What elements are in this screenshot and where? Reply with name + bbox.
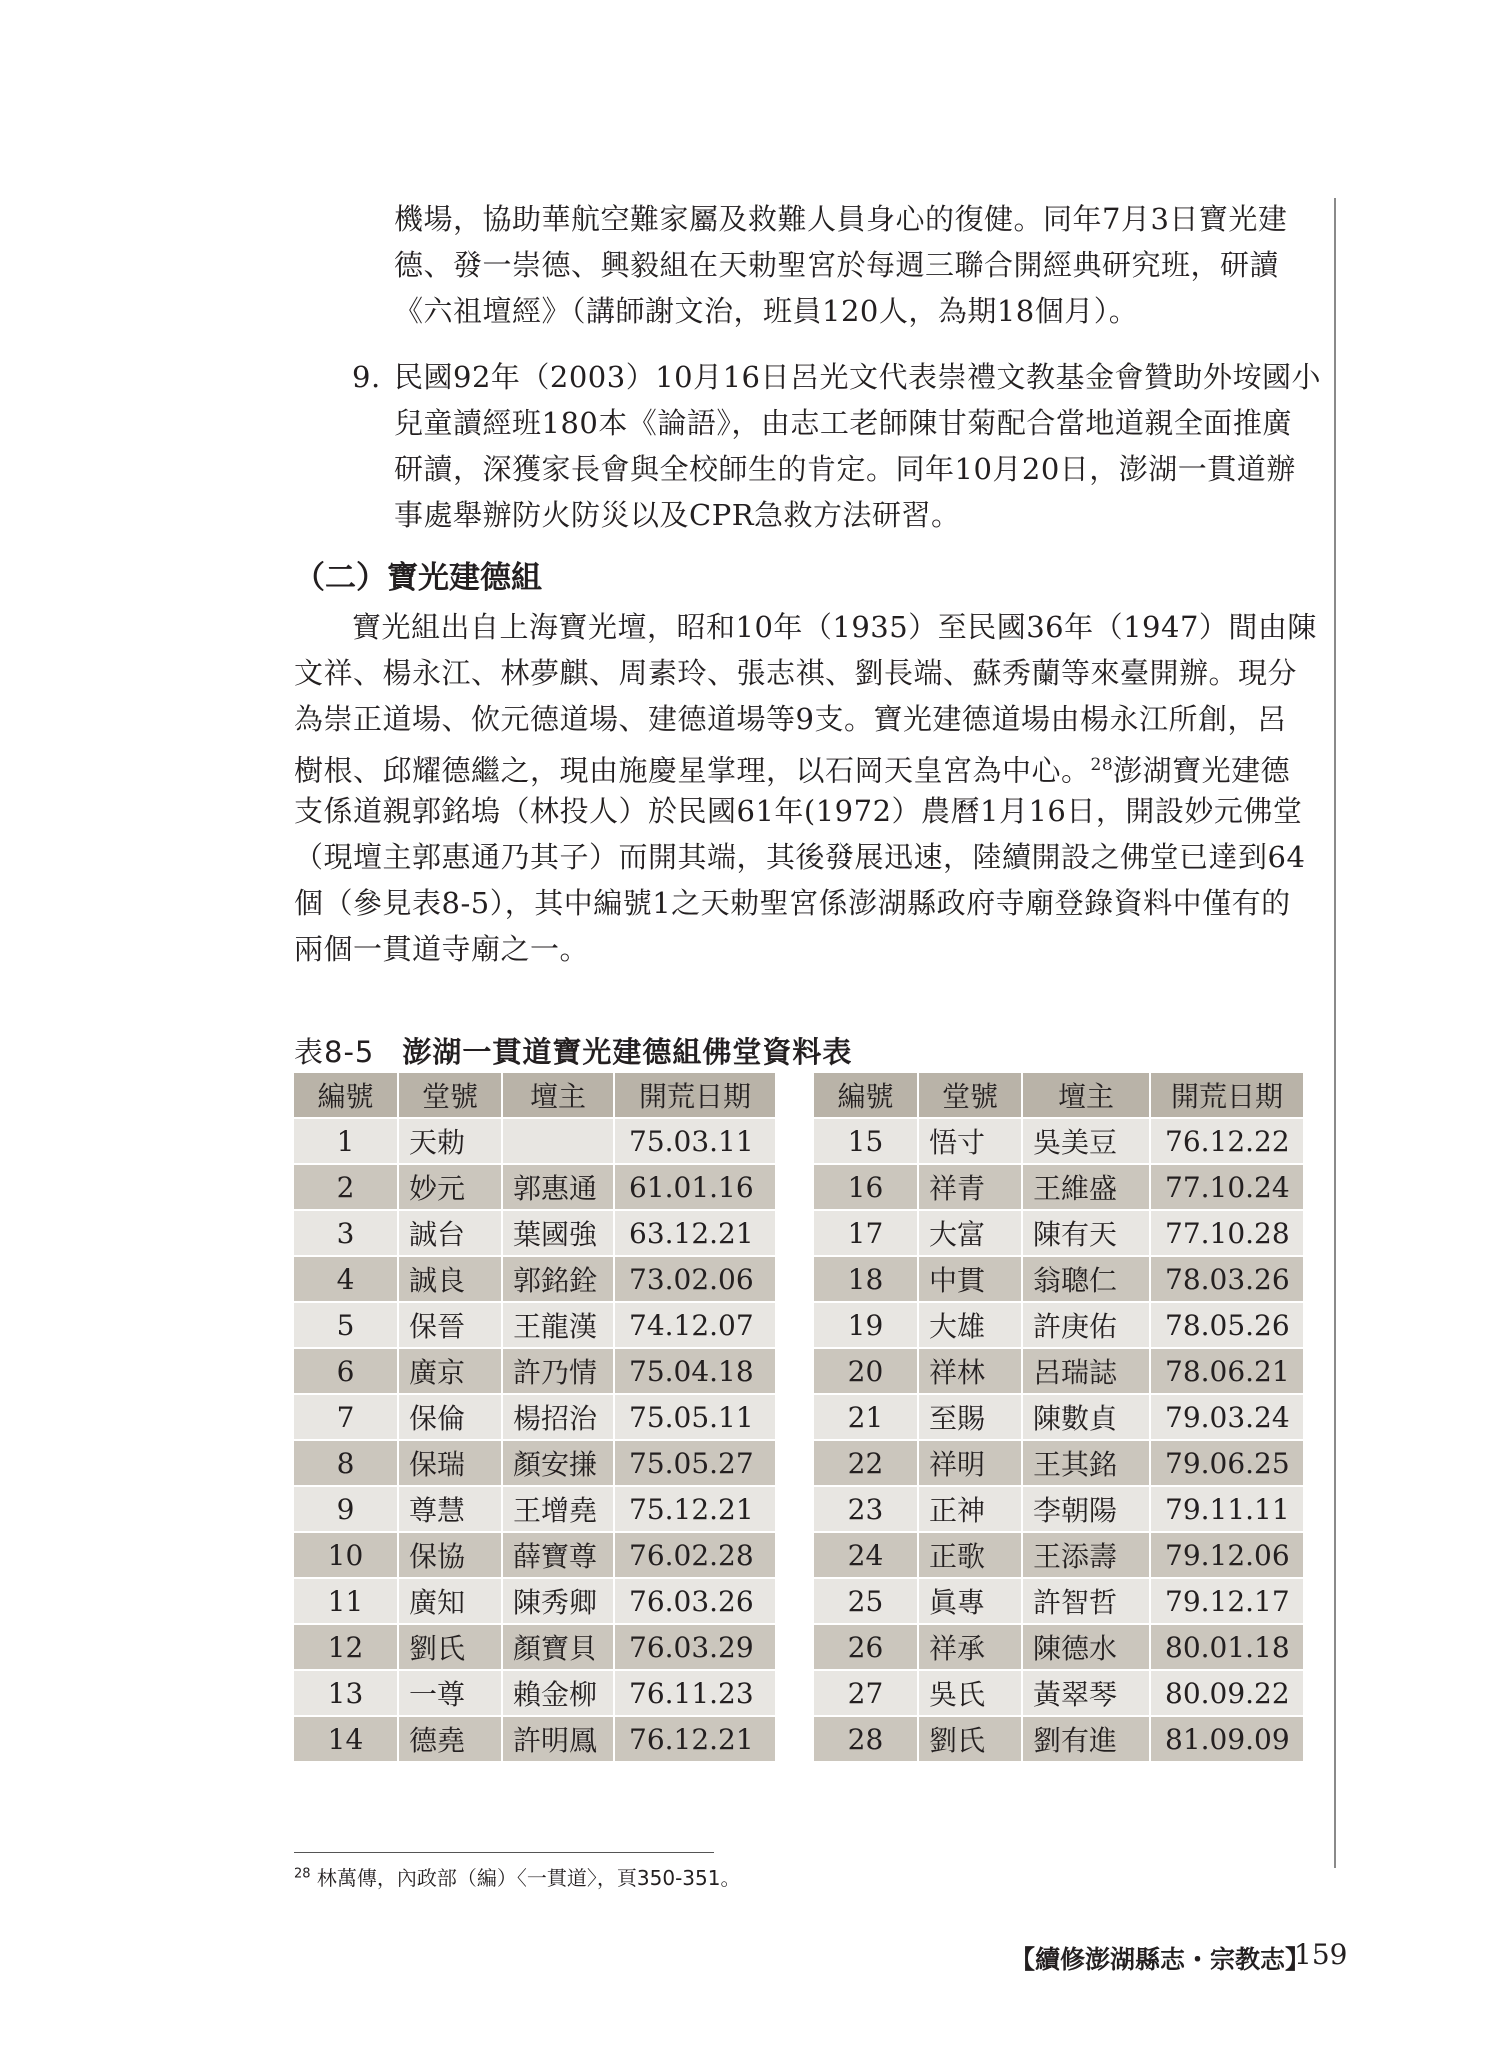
row-number: 3 (294, 1210, 398, 1256)
founding-date: 61.01.16 (614, 1164, 776, 1210)
temple-table-right (814, 1073, 1305, 1763)
founding-date: 81.09.09 (1150, 1716, 1304, 1762)
column-header: 編號 (294, 1073, 398, 1118)
column-header: 堂號 (918, 1073, 1022, 1118)
table-row (294, 1532, 776, 1578)
altar-master: 許庚佑 (1022, 1302, 1150, 1348)
row-number: 14 (294, 1716, 398, 1762)
table-row (294, 1670, 776, 1716)
column-header: 編號 (814, 1073, 918, 1118)
altar-master: 許明鳳 (502, 1716, 614, 1762)
row-number: 2 (294, 1164, 398, 1210)
table-row (814, 1532, 1304, 1578)
row-number: 13 (294, 1670, 398, 1716)
table-row (294, 1716, 776, 1762)
text-line: 支係道親郭銘塢（林投人）於民國61年(1972）農曆1月16日，開設妙元佛堂 (294, 794, 1303, 828)
table-row (294, 1348, 776, 1394)
table-row (814, 1256, 1304, 1302)
altar-master: 王添壽 (1022, 1532, 1150, 1578)
founding-date: 75.05.27 (614, 1440, 776, 1486)
row-number: 19 (814, 1302, 918, 1348)
founding-date: 77.10.28 (1150, 1210, 1304, 1256)
row-number: 15 (814, 1118, 918, 1164)
hall-name: 吳氏 (918, 1670, 1022, 1716)
table-header-row (814, 1073, 1304, 1118)
margin-rule (1334, 198, 1336, 1868)
altar-master: 陳有天 (1022, 1210, 1150, 1256)
table-row (294, 1164, 776, 1210)
altar-master: 李朝陽 (1022, 1486, 1150, 1532)
column-header: 堂號 (398, 1073, 502, 1118)
table-row (814, 1210, 1304, 1256)
altar-master: 郭惠通 (502, 1164, 614, 1210)
row-number: 21 (814, 1394, 918, 1440)
founding-date: 80.01.18 (1150, 1624, 1304, 1670)
row-number: 10 (294, 1532, 398, 1578)
column-header: 開荒日期 (1150, 1073, 1304, 1118)
altar-master: 王其銘 (1022, 1440, 1150, 1486)
top-margin (0, 0, 1500, 52)
footnote-text: 林萬傳，內政部（編）〈一貫道〉，頁350-351。 (316, 1866, 741, 1890)
founding-date: 78.05.26 (1150, 1302, 1304, 1348)
row-number: 4 (294, 1256, 398, 1302)
table-row (814, 1624, 1304, 1670)
column-header: 開荒日期 (614, 1073, 776, 1118)
founding-date: 78.03.26 (1150, 1256, 1304, 1302)
founding-date: 79.12.17 (1150, 1578, 1304, 1624)
altar-master: 許智哲 (1022, 1578, 1150, 1624)
table-row (814, 1302, 1304, 1348)
table-row (294, 1302, 776, 1348)
altar-master: 王增堯 (502, 1486, 614, 1532)
altar-master: 楊招治 (502, 1394, 614, 1440)
founding-date: 79.11.11 (1150, 1486, 1304, 1532)
table-row (294, 1440, 776, 1486)
hall-name: 保協 (398, 1532, 502, 1578)
founding-date: 79.06.25 (1150, 1440, 1304, 1486)
hall-name: 祥林 (918, 1348, 1022, 1394)
table-header-row (294, 1073, 776, 1118)
text-run: 澎湖寶光建德 (1113, 753, 1291, 788)
altar-master: 葉國強 (502, 1210, 614, 1256)
hall-name: 至賜 (918, 1394, 1022, 1440)
table-row (814, 1348, 1304, 1394)
founding-date: 80.09.22 (1150, 1670, 1304, 1716)
temple-table-left (294, 1073, 777, 1763)
text-line: 民國92年（2003）10月16日呂光文代表崇禮文教基金會贊助外垵國小 (394, 360, 1322, 394)
table-title: 澎湖一貫道寶光建德組佛堂資料表 (402, 1035, 853, 1069)
row-number: 28 (814, 1716, 918, 1762)
hall-name: 大雄 (918, 1302, 1022, 1348)
paragraph-continuation (394, 196, 1287, 334)
table-row (294, 1118, 776, 1164)
altar-master: 陳數貞 (1022, 1394, 1150, 1440)
hall-name: 天勅 (398, 1118, 502, 1164)
hall-name: 祥青 (918, 1164, 1022, 1210)
hall-name: 劉氏 (918, 1716, 1022, 1762)
table-row (814, 1670, 1304, 1716)
hall-name: 廣京 (398, 1348, 502, 1394)
row-number: 12 (294, 1624, 398, 1670)
table-row (294, 1210, 776, 1256)
footnote (294, 1862, 740, 1891)
altar-master: 陳秀卿 (502, 1578, 614, 1624)
altar-master: 顏寶貝 (502, 1624, 614, 1670)
row-number: 9 (294, 1486, 398, 1532)
table-row (294, 1578, 776, 1624)
list-item-9 (394, 354, 1321, 538)
row-number: 22 (814, 1440, 918, 1486)
row-number: 24 (814, 1532, 918, 1578)
text-line: 文祥、楊永江、林夢麒、周素玲、張志祺、劉長端、蘇秀蘭等來臺開辦。現分 (294, 656, 1298, 690)
text-line: 《六祖壇經》（講師謝文治，班員120人，為期18個月）。 (394, 294, 1139, 328)
founding-date: 79.12.06 (1150, 1532, 1304, 1578)
text-line: 個（參見表8-5），其中編號1之天勅聖宮係澎湖縣政府寺廟登錄資料中僅有的 (294, 886, 1291, 920)
altar-master: 吳美豆 (1022, 1118, 1150, 1164)
row-number: 26 (814, 1624, 918, 1670)
altar-master: 郭銘銓 (502, 1256, 614, 1302)
hall-name: 廣知 (398, 1578, 502, 1624)
table-row (814, 1578, 1304, 1624)
founding-date: 75.12.21 (614, 1486, 776, 1532)
altar-master: 黃翠琴 (1022, 1670, 1150, 1716)
founding-date: 76.12.22 (1150, 1118, 1304, 1164)
altar-master: 劉有進 (1022, 1716, 1150, 1762)
row-number: 27 (814, 1670, 918, 1716)
list-item-number: 9. (352, 360, 381, 394)
table-row (814, 1394, 1304, 1440)
row-number: 1 (294, 1118, 398, 1164)
hall-name: 祥明 (918, 1440, 1022, 1486)
founding-date: 77.10.24 (1150, 1164, 1304, 1210)
founding-date: 63.12.21 (614, 1210, 776, 1256)
running-head: 【續修澎湖縣志・宗教志】 (1010, 1945, 1311, 1974)
text-line: 兒童讀經班180本《論語》，由志工老師陳甘菊配合當地道親全面推廣 (394, 406, 1292, 440)
hall-name: 保倫 (398, 1394, 502, 1440)
row-number: 6 (294, 1348, 398, 1394)
hall-name: 保瑞 (398, 1440, 502, 1486)
hall-name: 一尊 (398, 1670, 502, 1716)
footnote-divider (294, 1852, 714, 1853)
section-heading: （二）寶光建德組 (294, 560, 542, 596)
founding-date: 76.03.29 (614, 1624, 776, 1670)
text-line: 研讀，深獲家長會與全校師生的肯定。同年10月20日，澎湖一貫道辦 (394, 452, 1296, 486)
hall-name: 德堯 (398, 1716, 502, 1762)
table-row (294, 1394, 776, 1440)
table-row (814, 1118, 1304, 1164)
founding-date: 76.02.28 (614, 1532, 776, 1578)
hall-name: 尊慧 (398, 1486, 502, 1532)
text-line: 事處舉辦防火防災以及CPR急救方法研習。 (394, 498, 961, 532)
table-row (814, 1440, 1304, 1486)
hall-name: 保晉 (398, 1302, 502, 1348)
altar-master: 翁聰仁 (1022, 1256, 1150, 1302)
table-row (814, 1164, 1304, 1210)
text-line: 為崇正道場、佽元德道場、建德道場等9支。寶光建德道場由楊永江所創，呂 (294, 702, 1287, 736)
founding-date: 76.11.23 (614, 1670, 776, 1716)
founding-date: 78.06.21 (1150, 1348, 1304, 1394)
altar-master: 呂瑞誌 (1022, 1348, 1150, 1394)
altar-master: 王龍漢 (502, 1302, 614, 1348)
table-row (294, 1486, 776, 1532)
row-number: 11 (294, 1578, 398, 1624)
row-number: 25 (814, 1578, 918, 1624)
hall-name: 大富 (918, 1210, 1022, 1256)
hall-name: 誠良 (398, 1256, 502, 1302)
paragraph-baoguang (294, 604, 1317, 972)
founding-date: 79.03.24 (1150, 1394, 1304, 1440)
altar-master (502, 1118, 614, 1164)
table-caption (294, 1030, 852, 1071)
text-line (294, 742, 1317, 788)
hall-name: 祥承 (918, 1624, 1022, 1670)
row-number: 20 (814, 1348, 918, 1394)
column-header: 壇主 (1022, 1073, 1150, 1118)
table-row (814, 1716, 1304, 1762)
row-number: 16 (814, 1164, 918, 1210)
altar-master: 許乃情 (502, 1348, 614, 1394)
text-line: 機場，協助華航空難家屬及救難人員身心的復健。同年7月3日寶光建 (394, 202, 1288, 236)
hall-name: 眞專 (918, 1578, 1022, 1624)
altar-master: 王維盛 (1022, 1164, 1150, 1210)
founding-date: 75.05.11 (614, 1394, 776, 1440)
footnote-reference[interactable]: 28 (1090, 755, 1114, 775)
row-number: 17 (814, 1210, 918, 1256)
hall-name: 正神 (918, 1486, 1022, 1532)
altar-master: 陳德水 (1022, 1624, 1150, 1670)
altar-master: 顏安搛 (502, 1440, 614, 1486)
page-number: 159 (1294, 1938, 1348, 1971)
row-number: 8 (294, 1440, 398, 1486)
altar-master: 薛寶尊 (502, 1532, 614, 1578)
founding-date: 75.03.11 (614, 1118, 776, 1164)
text-line: （現壇主郭惠通乃其子）而開其端，其後發展迅速，陸續開設之佛堂已達到64 (294, 840, 1306, 874)
text-line: 德、發一崇德、興毅組在天勅聖宮於每週三聯合開經典研究班，研讀 (394, 248, 1280, 282)
hall-name: 妙元 (398, 1164, 502, 1210)
hall-name: 中貫 (918, 1256, 1022, 1302)
text-line: 寶光組出自上海寶光壇，昭和10年（1935）至民國36年（1947）間由陳 (352, 610, 1317, 644)
row-number: 18 (814, 1256, 918, 1302)
altar-master: 賴金柳 (502, 1670, 614, 1716)
text-run: 樹根、邱耀德繼之，現由施慶星掌理，以石岡天皇宮為中心。 (294, 753, 1091, 788)
founding-date: 74.12.07 (614, 1302, 776, 1348)
row-number: 7 (294, 1394, 398, 1440)
row-number: 5 (294, 1302, 398, 1348)
footnote-marker: 28 (294, 1866, 311, 1882)
text-line: 兩個一貫道寺廟之一。 (294, 932, 590, 966)
founding-date: 76.03.26 (614, 1578, 776, 1624)
column-header: 壇主 (502, 1073, 614, 1118)
table-row (294, 1624, 776, 1670)
table-number: 表8-5 (294, 1035, 375, 1069)
table-row (814, 1486, 1304, 1532)
hall-name: 劉氏 (398, 1624, 502, 1670)
hall-name: 悟寸 (918, 1118, 1022, 1164)
row-number: 23 (814, 1486, 918, 1532)
founding-date: 75.04.18 (614, 1348, 776, 1394)
table-row (294, 1256, 776, 1302)
hall-name: 誠台 (398, 1210, 502, 1256)
founding-date: 76.12.21 (614, 1716, 776, 1762)
founding-date: 73.02.06 (614, 1256, 776, 1302)
hall-name: 正歌 (918, 1532, 1022, 1578)
